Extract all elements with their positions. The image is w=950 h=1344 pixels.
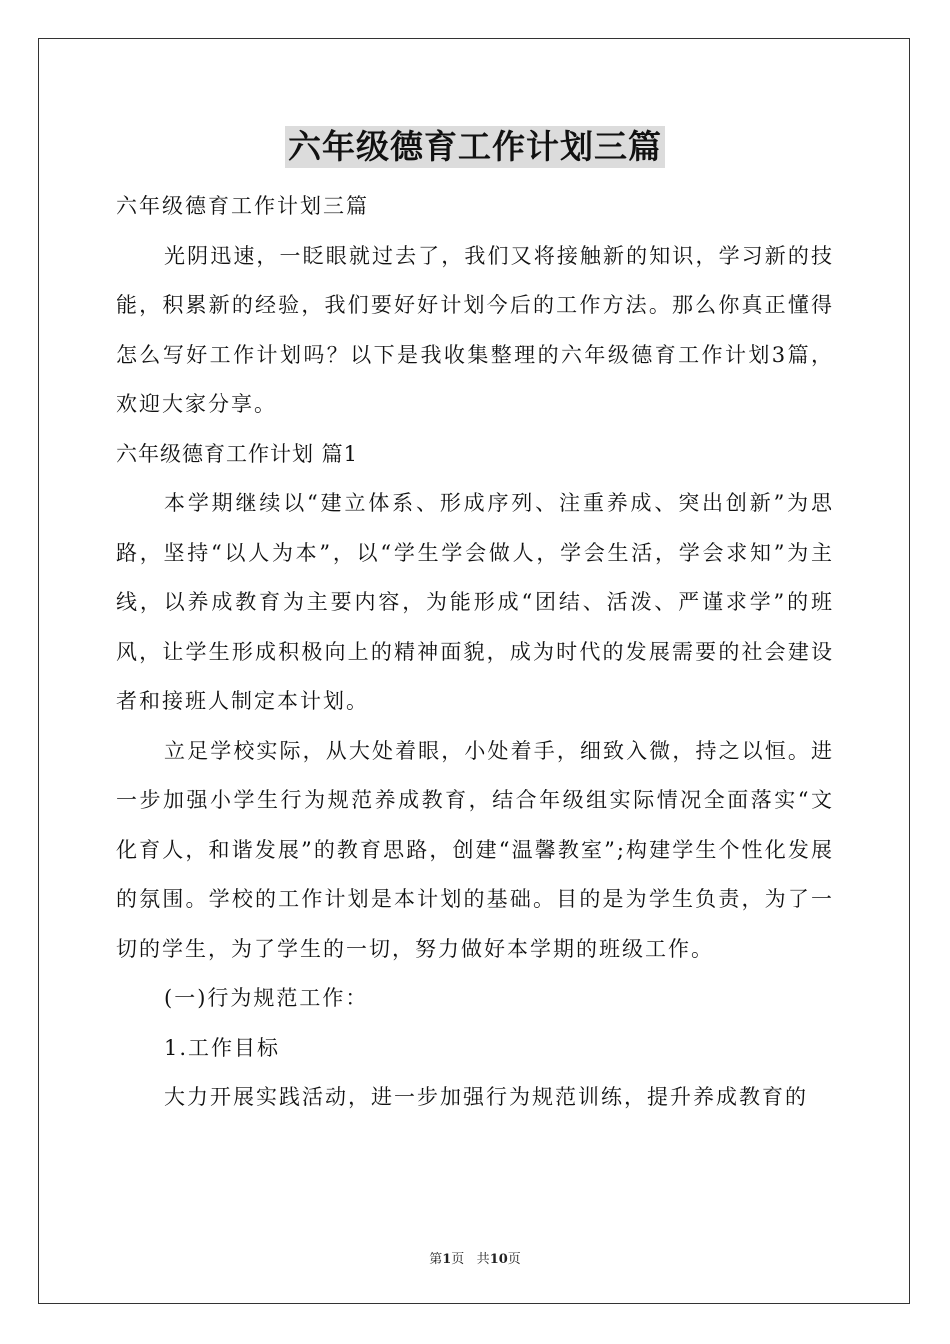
body-paragraph: 立足学校实际，从大处着眼，小处着手，细致入微，持之以恒。进一步加强小学生行为规范养成教育，结合年级组实际情况全面落实“文化育人，和谐发展”的教育思路，创建“温馨教室”;构建学生个性化发展的氛围。学校的工作计划是本计划的基础。目的是为学生负责，为了一切的学生，为了学生的一切，努力做好本学期的班级工作。: [116, 738, 834, 961]
section-heading: 六年级德育工作计划 篇1: [116, 441, 359, 466]
footer-prefix: 第: [429, 1252, 443, 1267]
body-paragraph: 大力开展实践活动，进一步加强行为规范训练，提升养成教育的: [164, 1085, 808, 1109]
footer-page-suffix: 页: [451, 1252, 465, 1267]
body-paragraph: 本学期继续以“建立体系、形成序列、注重养成、突出创新”为思路，坚持“以人为本”，以“学生学会做人，学会生活，学会求知”为主线，以养成教育为主要内容，为能形成“团结、活泼、严谨求学”的班风，让学生形成积极向上的精神面貌，成为时代的发展需要的社会建设者和接班人制定本计划。: [116, 491, 834, 713]
document-body: [116, 182, 834, 1123]
footer-total-suffix: 页: [507, 1252, 521, 1267]
subsection-item: 1.工作目标: [164, 1035, 281, 1060]
intro-paragraph: 光阴迅速，一眨眼就过去了，我们又将接触新的知识，学习新的技能，积累新的经验，我们要好好计划今后的工作方法。那么你真正懂得怎么写好工作计划吗？以下是我收集整理的六年级德育工作计划3篇，欢迎大家分享。: [116, 243, 834, 416]
document-title-wrap: [0, 126, 950, 168]
document-title: 六年级德育工作计划三篇: [285, 126, 665, 168]
page-footer: [0, 1248, 950, 1267]
subsection-heading: (一)行为规范工作：: [164, 986, 369, 1010]
footer-page-number: 1: [442, 1252, 452, 1267]
subtitle-paragraph: 六年级德育工作计划三篇: [116, 194, 369, 218]
footer-total-prefix: 共: [476, 1252, 490, 1267]
footer-total-pages: 10: [489, 1252, 508, 1267]
